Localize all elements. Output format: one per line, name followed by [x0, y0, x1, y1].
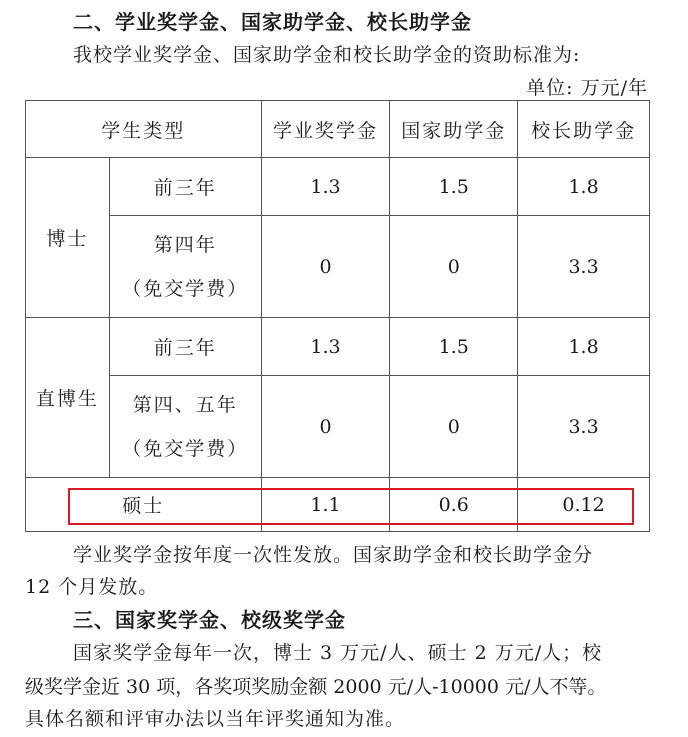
period-note: （免交学费） — [122, 437, 249, 460]
table-row — [26, 216, 650, 318]
value-cell: 0 — [261, 216, 390, 318]
period-label: 第四年 — [153, 233, 217, 256]
section-3-line-2: 级奖学金近 30 项，各奖项奖励金额 2000 元/人-10000 元/人不等。 — [25, 676, 607, 698]
table-row — [26, 376, 650, 478]
value-cell: 0 — [390, 376, 518, 478]
value-cell: 1.8 — [518, 158, 650, 216]
table-row — [26, 158, 650, 216]
header-president-grant: 校长助学金 — [518, 101, 650, 158]
release-paragraph-line-1: 学业奖学金按年度一次性发放。国家助学金和校长助学金分 — [73, 544, 594, 566]
period-cell: 前三年 — [109, 318, 261, 376]
group-label-phd: 博士 — [26, 158, 110, 318]
header-student-type: 学生类型 — [26, 101, 262, 158]
value-cell: 1.5 — [390, 158, 518, 216]
group-label-masters: 硕士 — [26, 478, 262, 532]
header-national-grant: 国家助学金 — [390, 101, 518, 158]
section-2-intro: 我校学业奖学金、国家助学金和校长助学金的资助标准为: — [73, 44, 581, 66]
section-3-line-3: 具体名额和评审办法以当年评奖通知为准。 — [25, 708, 406, 730]
value-cell: 0 — [261, 376, 390, 478]
section-3-line-1: 国家奖学金每年一次，博士 3 万元/人、硕士 2 万元/人；校 — [73, 642, 603, 664]
period-label: 第四、五年 — [132, 393, 238, 416]
group-label-direct-phd: 直博生 — [26, 318, 110, 478]
value-cell: 3.3 — [518, 216, 650, 318]
unit-label: 单位: 万元/年 — [526, 77, 648, 99]
period-note: （免交学费） — [122, 277, 249, 300]
section-3-heading: 三、国家奖学金、校级奖学金 — [73, 608, 346, 632]
table-header-row — [26, 101, 650, 158]
period-cell: 前三年 — [109, 158, 261, 216]
header-academic-scholarship: 学业奖学金 — [261, 101, 390, 158]
value-cell: 0.6 — [390, 478, 518, 532]
table-row-masters — [26, 478, 650, 532]
period-cell — [109, 376, 261, 478]
release-paragraph-line-2: 12 个月发放。 — [25, 576, 159, 598]
section-2-heading: 二、学业奖学金、国家助学金、校长助学金 — [73, 10, 472, 34]
value-cell: 0 — [390, 216, 518, 318]
value-cell: 1.1 — [261, 478, 390, 532]
value-cell: 0.12 — [518, 478, 650, 532]
period-cell — [109, 216, 261, 318]
table-row — [26, 318, 650, 376]
value-cell: 1.5 — [390, 318, 518, 376]
value-cell: 1.3 — [261, 318, 390, 376]
funding-standard-table — [25, 100, 650, 532]
value-cell: 3.3 — [518, 376, 650, 478]
value-cell: 1.3 — [261, 158, 390, 216]
value-cell: 1.8 — [518, 318, 650, 376]
